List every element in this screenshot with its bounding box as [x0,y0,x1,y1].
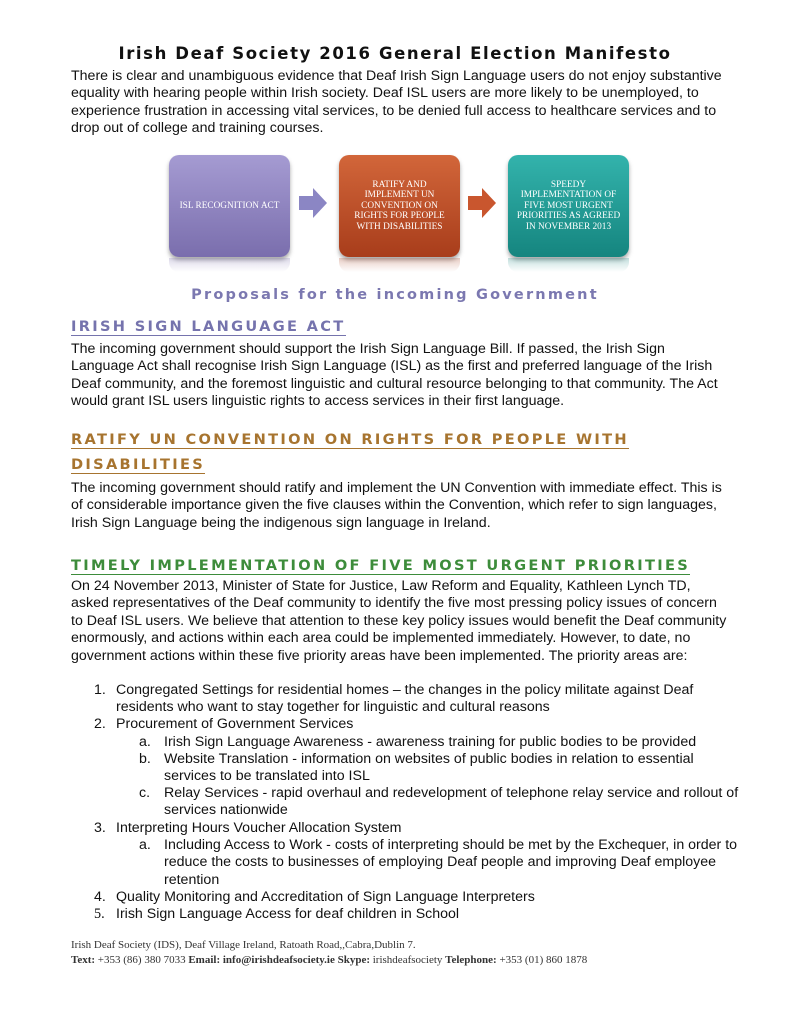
list-letter: b. [139,751,151,767]
diagram-box-ratify-un: RATIFY AND IMPLEMENT UN CONVENTION ON RIGHTS FOR PEOPLE WITH DISABILITIES [339,155,460,257]
list-text: Interpreting Hours Voucher Allocation System [116,820,402,836]
list-text: Including Access to Work - costs of interpreting should be met by the Exchequer, in order to reduce the costs to businesses of employing Deaf people and improving Deaf employee retention [164,837,738,888]
diagram-box-speedy-implementation: SPEEDY IMPLEMENTATION OF FIVE MOST URGENT PRIORITIES AS AGREED IN NOVEMBER 2013 [508,155,629,257]
document-title: Irish Deaf Society 2016 General Election Manifesto [118,44,672,63]
list-text: Website Translation - information on websites of public bodies in relation to essential services to be translated into ISL [164,751,694,785]
list-item [94,889,734,906]
list-text: Procurement of Government Services [116,716,354,732]
list-text: Irish Sign Language Access for deaf children in School [116,906,460,922]
list-item [94,716,734,733]
footer-text-number: +353 (86) 380 7033 [97,953,186,966]
diagram-box-reflection [339,258,460,272]
footer-skype-handle: irishdeafsociety [372,953,443,966]
un-convention-heading-line2: DISABILITIES [71,456,206,473]
footer-phone-number: +353 (01) 860 1878 [499,953,588,966]
sub-list-item [139,837,739,889]
list-letter: a. [139,837,151,853]
un-convention-heading [71,427,711,477]
list-item [94,682,734,717]
timely-implementation-paragraph: On 24 November 2013, Minister of State for Justice, Law Reform and Equality, Kathleen Lynch TD, asked representatives of the Deaf community to identify the five most pressing policy issues of concern to Deaf ISL users. We believe that attention to these key policy issues would benefit the Deaf community enormously, and actions within each area could be implemented immediately. However, to date, no government actions within these five priority areas have been implemented. The priority areas are: [71,578,727,664]
sub-list-item [139,785,739,820]
list-letter: a. [139,734,151,750]
footer-text-label: Text: [71,953,96,966]
footer-email-label: Email: [188,953,221,966]
diagram-box-isl-recognition: ISL RECOGNITION ACT [169,155,290,257]
un-convention-heading-line1: RATIFY UN CONVENTION ON RIGHTS FOR PEOPLE WITH [71,431,629,448]
sub-list-item [139,734,739,751]
footer-skype-label: Skype: [337,953,370,966]
list-text: Congregated Settings for residential homes – the changes in the policy militate against Deaf residents who want to stay together for linguistic and cultural reasons [116,682,694,716]
sub-list-item [139,751,739,786]
isl-act-heading-text: IRISH SIGN LANGUAGE ACT [71,318,346,335]
intro-paragraph: There is clear and unambiguous evidence that Deaf Irish Sign Language users do not enjoy substantive equality with hearing people within Irish society. Deaf ISL users are more likely to be unemployed, to experience frustration in accessing vital services, to be denied full access to healthcare services and to drop out of college and training courses. [71,68,722,137]
list-number: 4. [94,889,106,905]
right-arrow-icon [468,188,496,218]
timely-implementation-heading [71,553,711,578]
list-letter: c. [139,785,151,801]
footer-address: Irish Deaf Society (IDS), Deaf Village Ireland, Ratoath Road,,Cabra,Dublin 7. [71,939,416,951]
isl-act-heading [71,314,711,339]
list-number: 1. [94,682,106,698]
footer-email-link[interactable]: info@irishdeafsociety.ie [222,953,335,966]
list-item [94,906,734,923]
footer-contact-line [71,953,731,968]
page-footer [71,938,731,967]
un-convention-paragraph: The incoming government should ratify and implement the UN Convention with immediate effect. This is of considerable importance given the five clauses within the Convention, which refer to sign languages, Irish Sign Language being the indigenous sign language in Ireland. [71,480,722,531]
diagram-box-reflection [169,258,290,272]
list-number: 3. [94,820,106,836]
list-item [94,820,734,837]
diagram-box-reflection [508,258,629,272]
list-text: Irish Sign Language Awareness - awareness training for public bodies to be provided [164,734,697,750]
list-number: 2. [94,716,106,732]
list-number: 5. [94,906,105,922]
right-arrow-icon [299,188,327,218]
list-text: Quality Monitoring and Accreditation of Sign Language Interpreters [116,889,535,905]
list-text: Relay Services - rapid overhaul and redevelopment of telephone relay service and rollout of services nationwide [164,785,739,819]
timely-implementation-heading-text: TIMELY IMPLEMENTATION OF FIVE MOST URGENT PRIORITIES [71,557,691,574]
footer-phone-label: Telephone: [445,953,497,966]
proposals-subtitle: Proposals for the incoming Government [191,287,599,303]
isl-act-paragraph: The incoming government should support the Irish Sign Language Bill. If passed, the Irish Sign Language Act shall recognise Irish Sign Language (ISL) as the first and preferred language of the Irish Deaf community, and the foremost linguistic and cultural resource belonging to that community. The Act would grant ISL users linguistic rights to access services in their first language. [71,341,718,410]
process-diagram [150,152,640,274]
